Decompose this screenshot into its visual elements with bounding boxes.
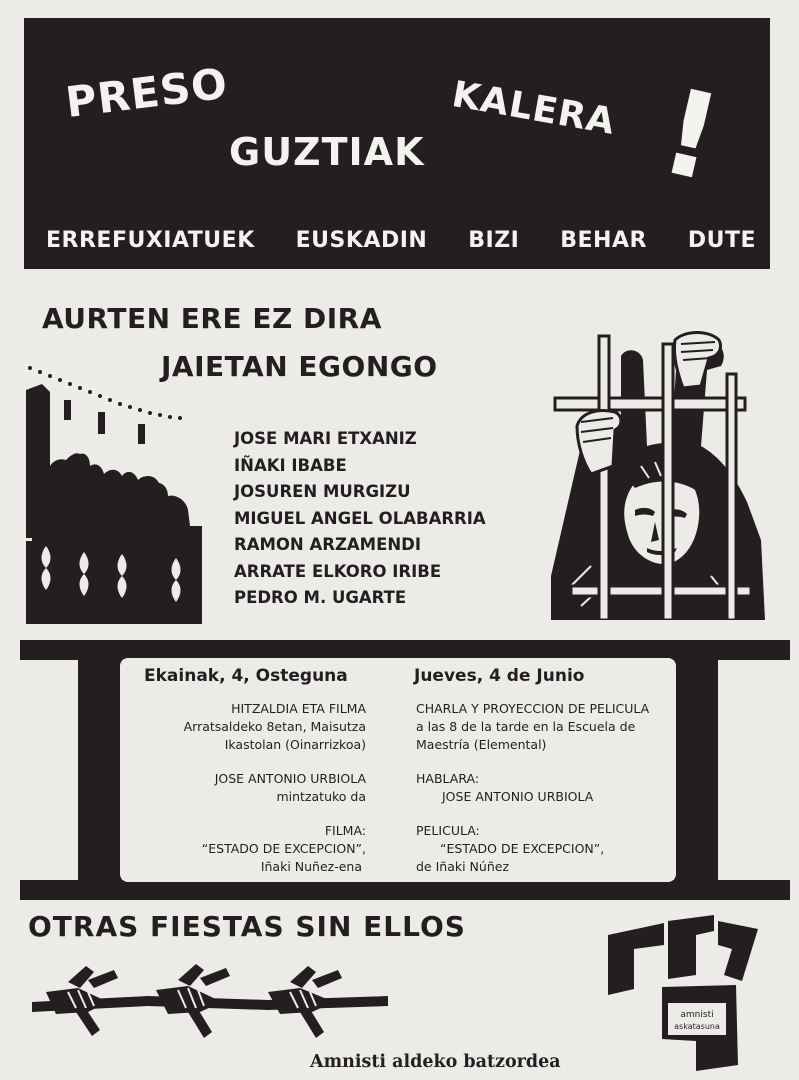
event-film-title-basque: “ESTADO DE EXCEPCION”, [201, 841, 366, 856]
event-date-basque: Ekainak, 4, Osteguna [144, 666, 348, 686]
frame-i-beam-shape [20, 640, 790, 900]
event-speaker-note-basque: mintzatuko da [276, 789, 366, 804]
headline-preso: PRESO [63, 58, 231, 128]
prisoner-name: PEDRO M. UGARTE [234, 588, 407, 607]
header-banner [24, 18, 770, 269]
event-venue-spanish: Maestría (Elemental) [416, 737, 547, 752]
event-type-spanish: CHARLA Y PROYECCION DE PELICULA [416, 701, 650, 716]
event-speaker-basque: JOSE ANTONIO URBIOLA [214, 771, 366, 786]
headline-jaietan: JAIETAN EGONGO [161, 350, 438, 383]
subline-word: ERREFUXIATUEK [46, 228, 255, 253]
subline-word: DUTE [687, 228, 756, 253]
event-film-label-basque: FILMA: [324, 823, 366, 838]
event-time-basque: Arratsaldeko 8etan, Maisutza [183, 719, 366, 734]
event-time-spanish: a las 8 de la tarde en la Escuela de [416, 719, 636, 734]
event-type-basque: HITZALDIA ETA FILMA [231, 701, 366, 716]
prisoner-name: RAMON ARZAMENDI [234, 535, 422, 554]
organization-name: Amnisti aldeko batzordea [310, 1052, 561, 1072]
logo-text: amnisti [680, 1010, 714, 1020]
prisoner-name: JOSE MARI ETXANIZ [234, 429, 417, 448]
exclamation-mark: ! [649, 61, 733, 209]
prisoner-name: MIGUEL ANGEL OLABARRIA [234, 508, 486, 528]
amnisti-logo [604, 915, 764, 1073]
prisoner-name: IÑAKI IBABE [234, 455, 347, 475]
prisoner-name: ARRATE ELKORO IRIBE [234, 561, 442, 581]
festival-balcony-illustration [26, 362, 206, 624]
event-film-title-spanish: “ESTADO DE EXCEPCION”, [440, 841, 605, 856]
event-film-author-basque: Iñaki Nuñez-ena [260, 859, 362, 874]
event-film-author-spanish: de Iñaki Núñez [416, 859, 509, 874]
subline-word: BEHAR [560, 228, 647, 253]
refugees-subline [46, 228, 756, 253]
headline-kalera: KALERA [448, 74, 619, 144]
headline-guztiak: GUZTIAK [229, 130, 425, 174]
barbed-wire-illustration [28, 962, 392, 1046]
subline-word: EUSKADIN [295, 228, 428, 253]
logo-text: askatasuna [674, 1022, 720, 1031]
prisoner-name-list [234, 426, 554, 612]
event-venue-basque: Ikastolan (Oinarrizkoa) [224, 737, 366, 752]
event-film-label-spanish: PELICULA: [416, 823, 480, 838]
headline-aurten: AURTEN ERE EZ DIRA [42, 302, 382, 335]
footer-title: OTRAS FIESTAS SIN ELLOS [28, 910, 466, 943]
subline-word: BIZI [468, 228, 520, 253]
event-speaker-spanish: JOSE ANTONIO URBIOLA [442, 789, 594, 804]
prisoner-name: JOSUREN MURGIZU [234, 482, 411, 501]
event-details-frame [20, 640, 790, 900]
prisoner-behind-bars-illustration [551, 326, 767, 620]
event-date-spanish: Jueves, 4 de Junio [414, 666, 585, 686]
event-speaker-label-spanish: HABLARA: [416, 771, 480, 786]
